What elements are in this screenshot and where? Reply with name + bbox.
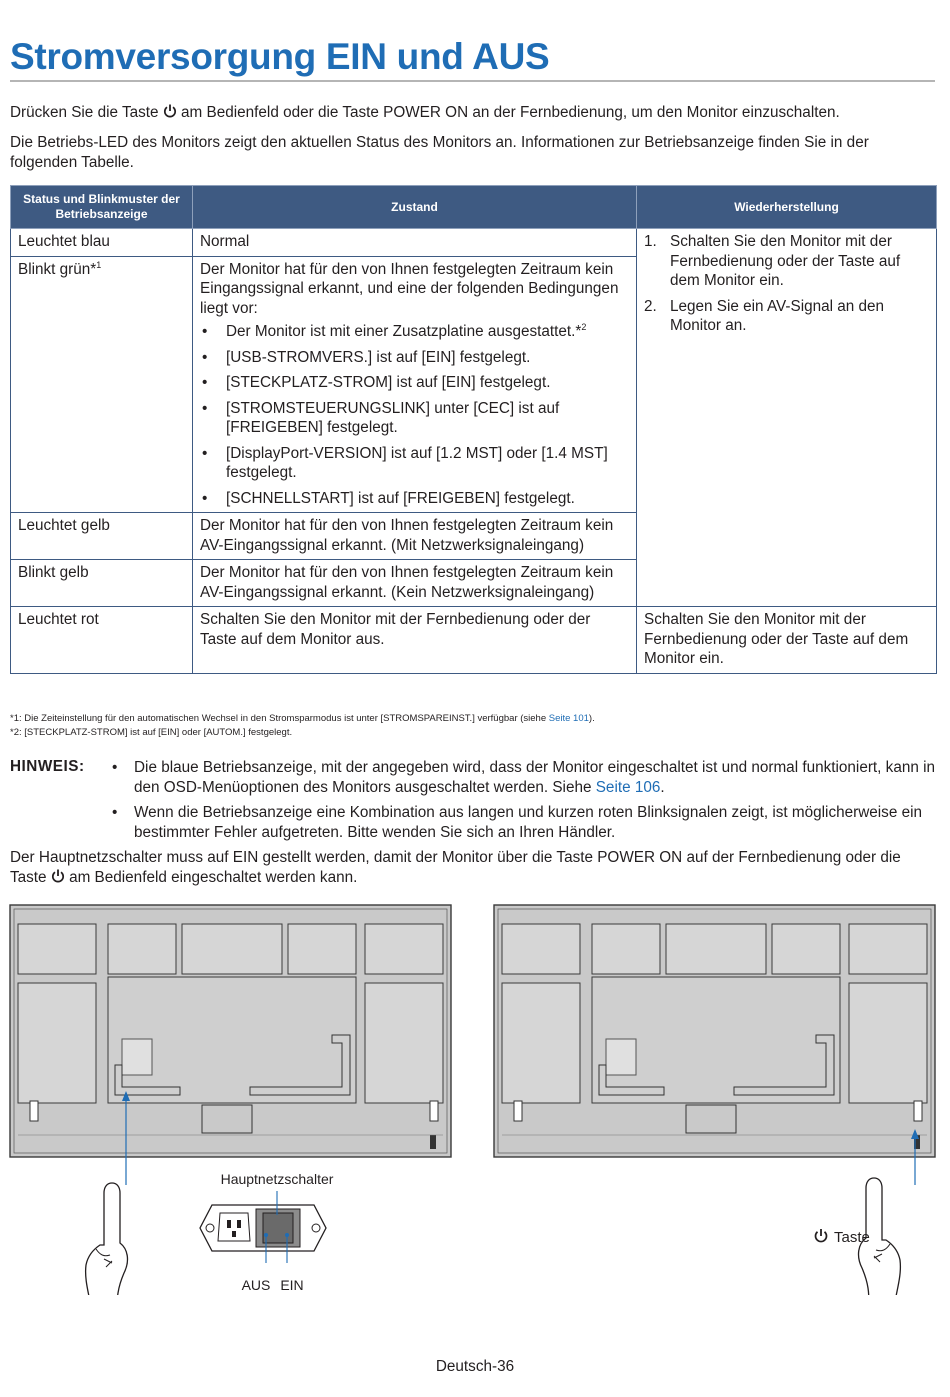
- intro-text-after: am Bedienfeld oder die Taste POWER ON an der Fernbedienung, um den Monitor einzuschalten.: [181, 104, 840, 121]
- button-label: Taste: [834, 1229, 870, 1246]
- list-item: • [STROMSTEUERUNGSLINK] unter [CEC] ist auf [FREIGEBEN] festgelegt.: [200, 399, 629, 438]
- list-item: • [DisplayPort-VERSION] ist auf [1.2 MST] oder [1.4 MST] festgelegt.: [200, 444, 629, 483]
- monitor-rear-left: [10, 905, 451, 1157]
- on-label: EIN: [280, 1277, 304, 1293]
- title-divider: [10, 80, 935, 82]
- status-cell: Leuchtet rot: [11, 607, 193, 674]
- list-item: • [SCHNELLSTART] ist auf [FREIGEBEN] festgelegt.: [200, 489, 629, 509]
- condition-text: Der Monitor ist mit einer Zusatzplatine ausgestattet.*: [226, 323, 582, 340]
- list-item: [644, 232, 929, 291]
- bullet: •: [112, 759, 118, 776]
- footnote-mark: *1:: [10, 713, 22, 724]
- page-number: Deutsch-36: [435, 1358, 515, 1375]
- status-cell: Leuchtet gelb: [11, 513, 193, 560]
- page-title: Stromversorgung EIN und AUS: [10, 36, 550, 77]
- page-link[interactable]: Seite 106: [595, 778, 661, 796]
- note-text: Die blaue Betriebsanzeige, mit der angegeben wird, dass der Monitor eingeschaltet ist und normal funktioniert, kann in den OSD-Menüoptionen des Monitors ausgeschaltet werden. Siehe: [134, 759, 935, 796]
- list-item: [200, 322, 629, 342]
- note-end: .: [660, 778, 665, 796]
- step-text: Schalten Sie den Monitor mit der Fernbedienung oder der Taste auf dem Monitor ein.: [670, 233, 901, 289]
- recovery-cell: Schalten Sie den Monitor mit der Fernbedienung oder der Taste auf dem Monitor ein.: [637, 607, 937, 674]
- table-row: [11, 607, 937, 674]
- off-label: AUS: [241, 1277, 271, 1293]
- header-status: Status und Blinkmuster der Betriebsanzeige: [11, 186, 193, 229]
- intro-text-before: Drücken Sie die Taste: [10, 104, 159, 121]
- state-cell: Der Monitor hat für den von Ihnen festgelegten Zeitraum kein AV-Eingangssignal erkannt. (Mit Netzwerksignaleingang): [193, 513, 637, 560]
- main-switch-label: Hauptnetzschalter: [220, 1171, 334, 1187]
- footnote-1: [10, 713, 595, 725]
- state-text: Der Monitor hat für den von Ihnen festgelegten Zeitraum kein Eingangssignal erkannt, und eine der folgenden Bedingungen liegt vor:: [200, 260, 619, 317]
- footnote-text: Die Zeiteinstellung für den automatischen Wechsel in den Stromsparmodus ist unter [STROMSPAREINST.] verfügbar (siehe: [24, 713, 547, 724]
- note-text: Wenn die Betriebsanzeige eine Kombination aus langen und kurzen roten Blinksignalen zeigt, ist möglicherweise ein bestimmter Fehler aufgetreten. Bitte wenden Sie sich an Ihren Händler.: [134, 804, 922, 841]
- step-number: 2.: [644, 297, 657, 315]
- list-item: • [STECKPLATZ-STROM] ist auf [EIN] festgelegt.: [200, 373, 629, 393]
- led-status-table: [10, 185, 937, 674]
- state-cell: [193, 256, 637, 513]
- main-switch-text-after: am Bedienfeld eingeschaltet werden kann.: [69, 868, 358, 886]
- intro-paragraph-2: Die Betriebs-LED des Monitors zeigt den aktuellen Status des Monitors an. Informationen zur Betriebsanzeige finden Sie in der folgenden Tabelle.: [10, 134, 869, 171]
- recovery-steps: [644, 232, 929, 336]
- main-switch-text: Der Hauptnetzschalter muss auf EIN gestellt werden, damit der Monitor über die Taste POWER ON auf der Fernbedienung oder die Taste: [10, 849, 901, 886]
- footnote-end: ).: [588, 713, 595, 724]
- status-cell: Blinkt gelb: [11, 560, 193, 607]
- intro-paragraph-1: [10, 103, 938, 123]
- status-text: Blinkt grün*: [18, 260, 97, 278]
- state-cell: Der Monitor hat für den von Ihnen festgelegten Zeitraum kein AV-Eingangssignal erkannt. (Kein Netzwerksignaleingang): [193, 560, 637, 607]
- footnote-text: [STECKPLATZ-STROM] ist auf [EIN] oder [AUTOM.] festgelegt.: [24, 727, 293, 738]
- hand-left-icon: [86, 1183, 128, 1295]
- power-inlet-icon: [200, 1205, 326, 1251]
- list-item: • [USB-STROMVERS.] ist auf [EIN] festgelegt.: [200, 348, 629, 368]
- step-text: Legen Sie ein AV-Signal an den Monitor an.: [670, 297, 885, 334]
- footnote-ref: 1: [96, 259, 102, 270]
- footnote-ref: 2: [581, 321, 587, 332]
- page-link[interactable]: Seite 101: [548, 713, 589, 724]
- table-row: [11, 229, 937, 257]
- list-item: [644, 297, 929, 336]
- state-cell: Schalten Sie den Monitor mit der Fernbedienung oder der Taste auf dem Monitor aus.: [193, 607, 637, 674]
- monitor-rear-diagram: [0, 895, 950, 1295]
- status-cell: Leuchtet blau: [11, 229, 193, 257]
- note-label: HINWEIS:: [10, 758, 85, 775]
- status-cell: [11, 256, 193, 513]
- bullet: •: [112, 804, 118, 821]
- power-icon: [51, 869, 65, 883]
- header-recovery: Wiederherstellung: [637, 186, 937, 229]
- step-number: 1.: [644, 233, 657, 250]
- monitor-rear-right: [494, 905, 935, 1157]
- note-item-1: [112, 758, 937, 797]
- state-cell: Normal: [193, 229, 637, 257]
- header-state: Zustand: [193, 186, 637, 229]
- power-icon: [163, 104, 177, 118]
- table-header-row: [11, 186, 937, 229]
- footnote-mark: *2:: [10, 727, 22, 738]
- note-item-2: [112, 803, 937, 842]
- recovery-cell: [637, 229, 937, 607]
- footnote-2: [10, 727, 292, 739]
- power-icon: [816, 1229, 827, 1242]
- condition-list: [200, 322, 629, 508]
- main-switch-paragraph: [10, 848, 938, 887]
